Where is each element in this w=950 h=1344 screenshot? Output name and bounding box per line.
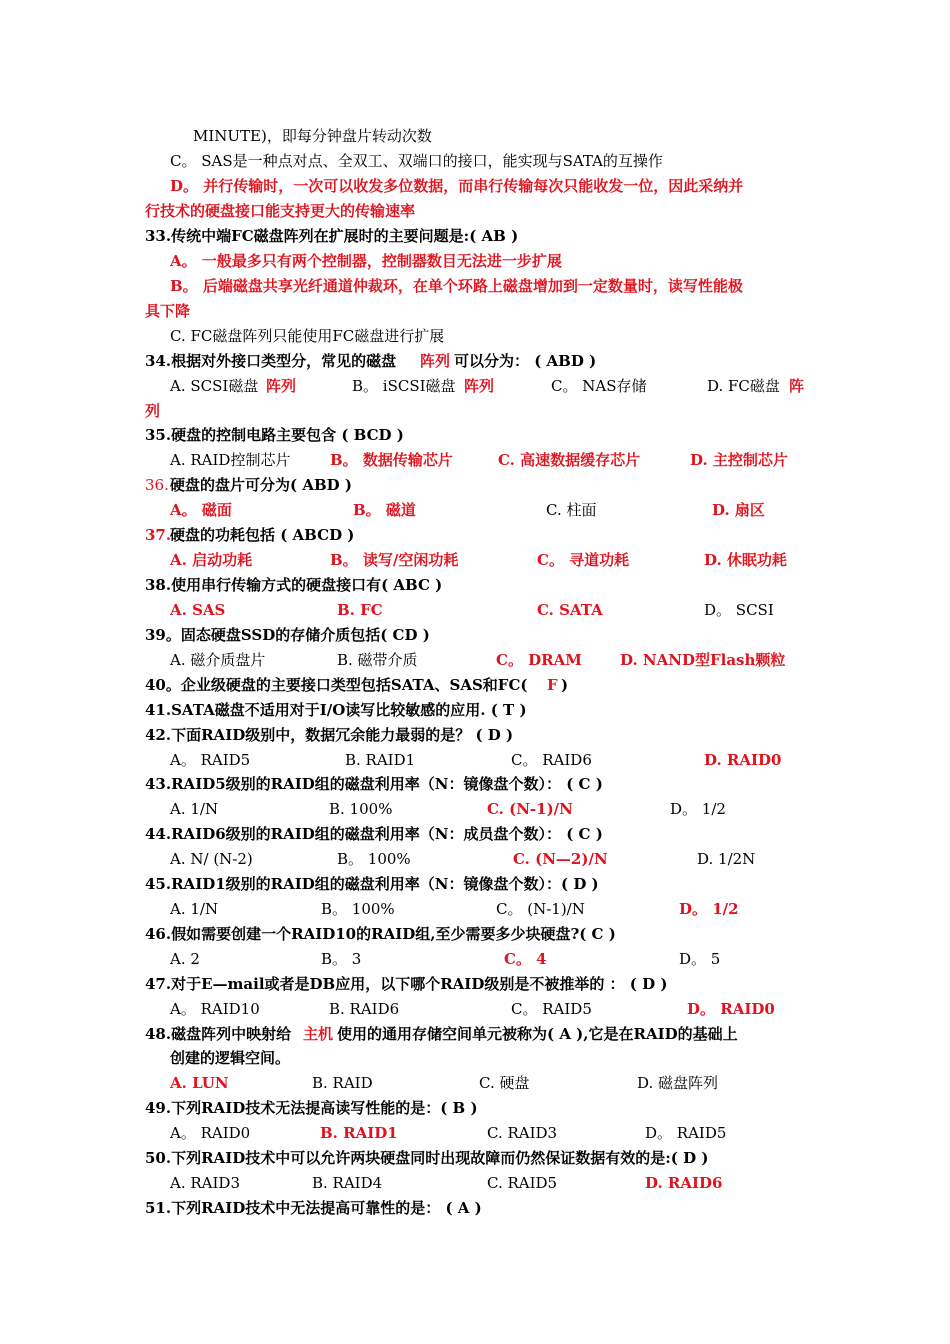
answer-text: 行技术的硬盘接口能支持更大的传输速率 <box>145 202 416 220</box>
question-text: B. 磁带介质 <box>337 651 418 669</box>
question-text: 47.对于E—mail或者是DB应用，以下哪个RAID级别是不被推举的 ： ( D ) <box>145 975 668 993</box>
question-text: 创建的逻辑空间。 <box>170 1049 291 1067</box>
answer-text: C. (N—2)/N <box>513 850 608 868</box>
question-text: 39。固态硬盘SSD的存储介质包括( CD ) <box>145 626 430 644</box>
answer-text: 列 <box>145 402 161 420</box>
answer-text: C. 高速数据缓存芯片 <box>498 451 641 469</box>
answer-text: A. LUN <box>170 1074 229 1092</box>
question-text: B。 100% <box>337 850 411 868</box>
answer-text: C。 DRAM <box>496 651 582 669</box>
question-text: 34.根据对外接口类型分，常见的磁盘 <box>145 352 397 370</box>
answer-text: B. FC <box>337 601 383 619</box>
answer-text: C. (N-1)/N <box>487 800 573 818</box>
answer-text: C. SATA <box>537 601 603 619</box>
question-text: D。 1/2 <box>670 800 726 818</box>
answer-text: A. SAS <box>170 601 226 619</box>
question-text: D. FC磁盘 <box>707 377 780 395</box>
answer-text: 阵 <box>789 377 805 395</box>
answer-text: 37. <box>145 526 172 544</box>
question-text: MINUTE)，即每分钟盘片转动次数 <box>193 127 432 145</box>
question-text: B。 iSCSI磁盘 <box>352 377 456 395</box>
answer-text: 主机 <box>303 1025 334 1043</box>
question-text: C. 柱面 <box>546 501 597 519</box>
question-text: 41.SATA磁盘不适用对于I/O读写比较敏感的应用. ( T ) <box>145 701 527 719</box>
question-text: 44.RAID6级别的RAID组的磁盘利用率（N：成员盘个数）： ( C ) <box>145 825 603 843</box>
answer-text: D. NAND型Flash颗粒 <box>620 651 786 669</box>
answer-text: D。 1/2 <box>679 900 739 918</box>
answer-text: 阵列 <box>266 377 297 395</box>
question-text: A. 磁介质盘片 <box>170 651 266 669</box>
question-text: 48.磁盘阵列中映射给 <box>145 1025 292 1043</box>
answer-text: A。 一般最多只有两个控制器，控制器数目无法进一步扩展 <box>170 252 562 270</box>
answer-text: C。 4 <box>504 950 547 968</box>
answer-text: A. 启动功耗 <box>170 551 253 569</box>
answer-text: 具下降 <box>145 302 191 320</box>
answer-text: D. 休眠功耗 <box>704 551 787 569</box>
answer-text: B。 读写/空闲功耗 <box>330 551 459 569</box>
question-text: D。 5 <box>679 950 721 968</box>
question-text: A. RAID3 <box>170 1174 240 1192</box>
question-text: 51.下列RAID技术中无法提高可靠性的是： ( A ) <box>145 1199 482 1217</box>
answer-text: A。 磁面 <box>170 501 232 519</box>
question-text: 33.传统中端FC磁盘阵列在扩展时的主要问题是:( AB ) <box>145 227 519 245</box>
question-text: 使用的通用存储空间单元被称为( A ),它是在RAID的基础上 <box>337 1025 738 1043</box>
answer-text: B。 磁道 <box>353 501 416 519</box>
answer-text: D. 主控制芯片 <box>690 451 788 469</box>
question-text: A。 RAID10 <box>170 1000 260 1018</box>
question-text: 38.使用串行传输方式的硬盘接口有( ABC ) <box>145 576 443 594</box>
question-text: D. 磁盘阵列 <box>637 1074 719 1092</box>
answer-text: D. RAID6 <box>645 1174 723 1192</box>
question-text: 35.硬盘的控制电路主要包含 ( BCD ) <box>145 426 404 444</box>
answer-text: 阵列 <box>464 377 495 395</box>
question-text: A. SCSI磁盘 <box>170 377 259 395</box>
answer-text: D. 扇区 <box>712 501 765 519</box>
question-text: C. FC磁盘阵列只能使用FC磁盘进行扩展 <box>170 327 445 345</box>
answer-text: F <box>547 676 558 694</box>
question-text: C. RAID3 <box>487 1124 558 1142</box>
question-text: B. RAID <box>312 1074 373 1092</box>
question-text: D. 1/2N <box>697 850 756 868</box>
question-text: C。 RAID5 <box>511 1000 592 1018</box>
question-text: 硬盘的盘片可分为( ABD ) <box>170 476 352 494</box>
question-text: C。 RAID6 <box>511 751 592 769</box>
question-text: 可以分为： ( ABD ) <box>454 352 597 370</box>
question-text: C. RAID5 <box>487 1174 558 1192</box>
question-text: C. 硬盘 <box>479 1074 530 1092</box>
answer-text: B。 后端磁盘共享光纤通道仲裁环，在单个环路上磁盘增加到一定数量时，读写性能极 <box>170 277 743 295</box>
question-text: A. 1/N <box>170 900 219 918</box>
question-text: 40。企业级硬盘的主要接口类型包括SATA、SAS和FC( <box>145 676 528 694</box>
question-text: 42.下面RAID级别中，数据冗余能力最弱的是？ ( D ) <box>145 726 514 744</box>
question-text: ) <box>561 676 569 694</box>
question-text: A。 RAID0 <box>170 1124 251 1142</box>
answer-text: 阵列 <box>420 352 451 370</box>
question-text: B. 100% <box>329 800 393 818</box>
question-text: 硬盘的功耗包括 ( ABCD ) <box>170 526 355 544</box>
question-text: B。 3 <box>321 950 362 968</box>
question-text: 43.RAID5级别的RAID组的磁盘利用率（N：镜像盘个数）： ( C ) <box>145 775 603 793</box>
question-text: B. RAID6 <box>329 1000 400 1018</box>
question-text: 46.假如需要创建一个RAID10的RAID组,至少需要多少块硬盘?( C ) <box>145 925 616 943</box>
question-text: 45.RAID1级别的RAID组的磁盘利用率（N：镜像盘个数）：( D ) <box>145 875 599 893</box>
question-text: A。 RAID5 <box>170 751 251 769</box>
answer-text: 36. <box>145 476 169 494</box>
question-text: B. RAID1 <box>345 751 416 769</box>
question-text: 50.下列RAID技术中可以允许两块硬盘同时出现故障而仍然保证数据有效的是:( D ) <box>145 1149 709 1167</box>
answer-text: B。 数据传输芯片 <box>330 451 453 469</box>
question-text: D。 RAID5 <box>645 1124 727 1142</box>
question-text: A. N/ (N-2) <box>170 850 253 868</box>
answer-text: D。 并行传输时，一次可以收发多位数据，而串行传输每次只能收发一位，因此采纳并 <box>170 177 744 195</box>
question-text: C。 NAS存储 <box>551 377 647 395</box>
question-text: C。 SAS是一种点对点、全双工、双端口的接口，能实现与SATA的互操作 <box>170 152 663 170</box>
question-text: 49.下列RAID技术无法提高读写性能的是：( B ) <box>145 1099 478 1117</box>
answer-text: D。 RAID0 <box>687 1000 775 1018</box>
question-text: A. 2 <box>170 950 200 968</box>
question-text: B. RAID4 <box>312 1174 383 1192</box>
question-text: D。 SCSI <box>704 601 774 619</box>
answer-text: B. RAID1 <box>320 1124 398 1142</box>
question-text: C。 (N-1)/N <box>496 900 585 918</box>
answer-text: C。 寻道功耗 <box>537 551 630 569</box>
question-text: A. 1/N <box>170 800 219 818</box>
answer-text: D. RAID0 <box>704 751 782 769</box>
question-text: B。 100% <box>321 900 395 918</box>
question-text: A. RAID控制芯片 <box>170 451 291 469</box>
